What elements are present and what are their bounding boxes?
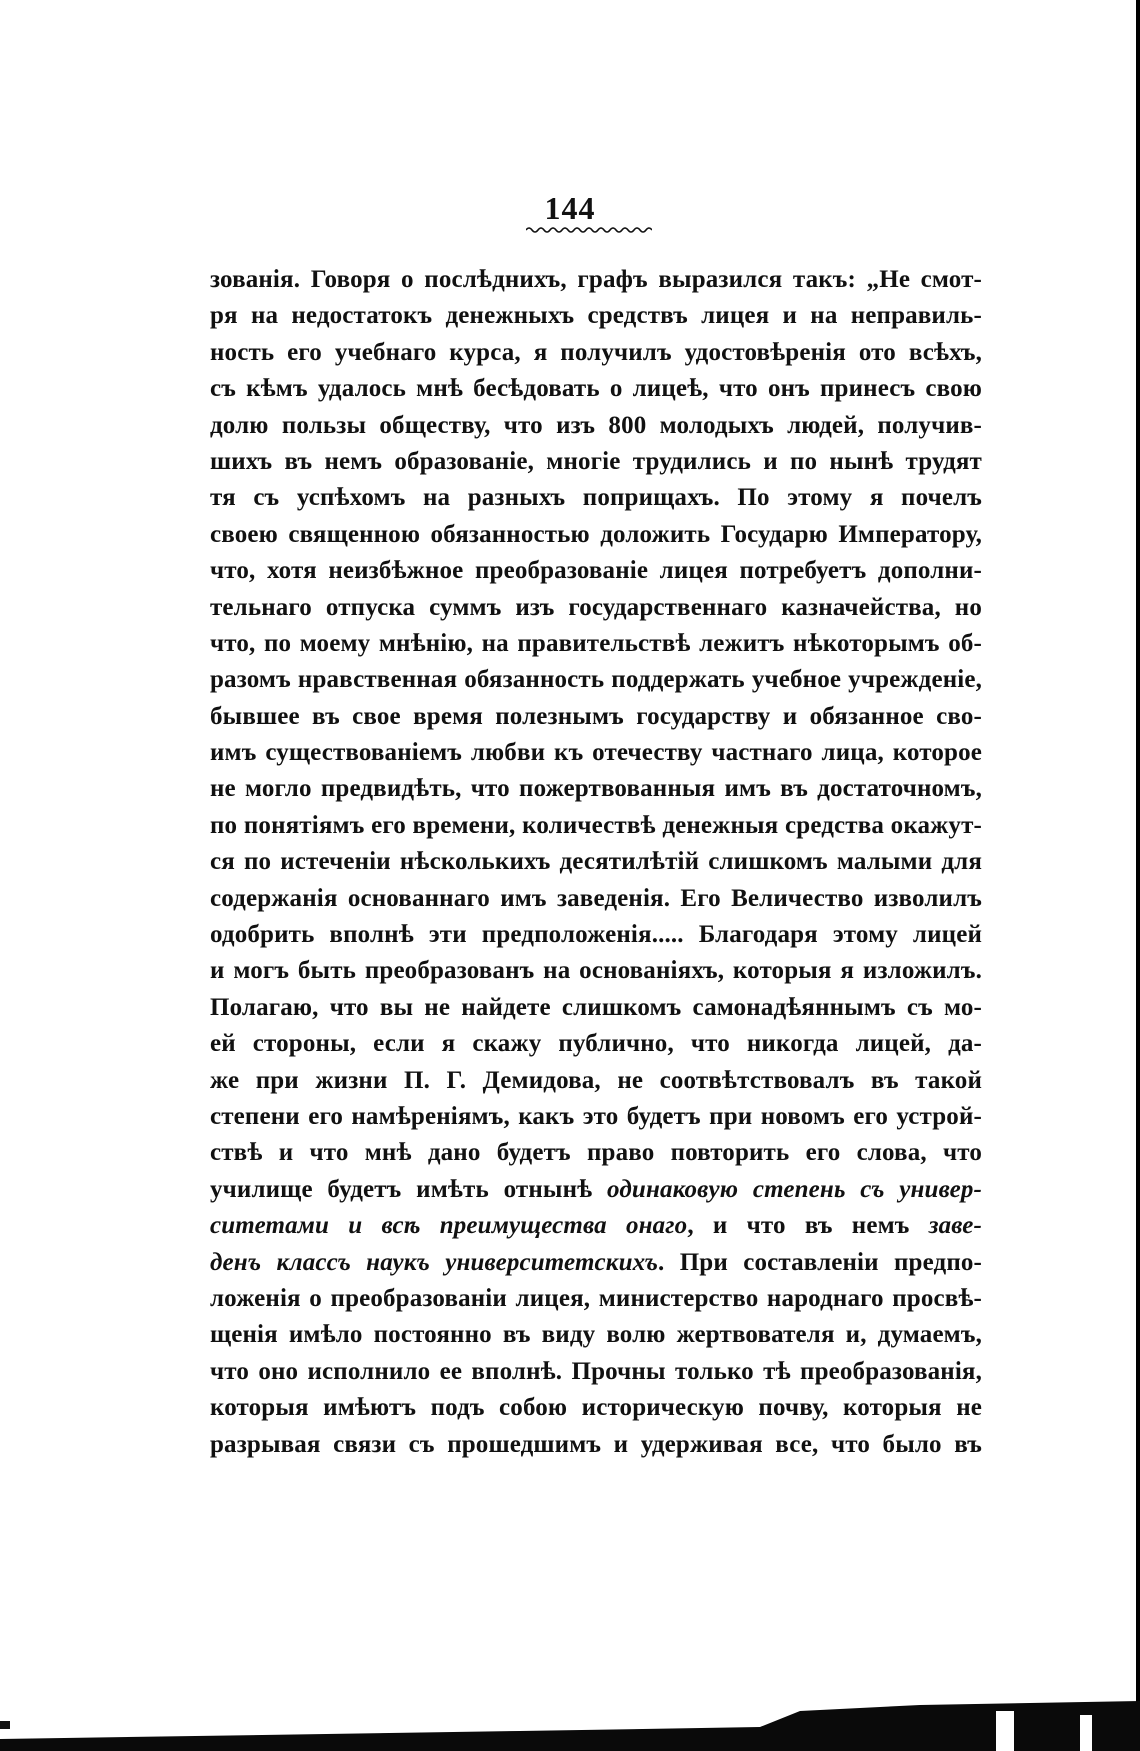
text-line <box>210 335 982 371</box>
text-segment: ей стороны, если я скажу публично, что никогда лицей, да- <box>210 1030 982 1058</box>
text-segment: разрывая связи съ прошедшимъ и удерживая все, что было въ <box>210 1430 982 1458</box>
text-segment: зованія. Говоря о послѣднихъ, графъ выразился такъ: „Не смот- <box>210 266 982 293</box>
text-line <box>210 1208 982 1244</box>
text-line <box>210 735 982 771</box>
text-line <box>210 1135 982 1171</box>
text-segment: . При составленіи предпо- <box>658 1248 982 1276</box>
text-segment: степени его намѣреніямъ, какъ это будетъ при новомъ его устрой- <box>210 1102 982 1130</box>
text-line <box>210 1245 982 1281</box>
text-line <box>210 771 982 807</box>
italic-text: одинаковую степень съ универ- <box>607 1175 982 1203</box>
text-segment: по понятіямъ его времени, количествѣ денежныя средства окажут- <box>210 811 982 839</box>
text-segment: же при жизни П. Г. Демидова, не соотвѣтствовалъ въ такой <box>210 1066 982 1094</box>
text-segment: шихъ въ немъ образованіе, многіе трудились и по нынѣ трудят <box>210 447 982 475</box>
text-line <box>210 1390 982 1426</box>
text-segment: разомъ нравственная обязанность поддержать учебное учрежденіе, <box>210 666 982 694</box>
text-segment: содержанія основаннаго имъ заведенія. Его Величество изволилъ <box>210 884 982 912</box>
text-line <box>210 808 982 844</box>
text-line <box>210 408 982 444</box>
text-segment: которыя имѣютъ подъ собою историческую почву, которыя не <box>210 1394 982 1422</box>
scan-artifact <box>0 1691 1140 1751</box>
text-segment: училище будетъ имѣть отнынѣ <box>210 1175 608 1203</box>
text-segment: щенія имѣло постоянно въ виду волю жертвователя и, думаемъ, <box>210 1321 982 1349</box>
text-segment: что, хотя неизбѣжное преобразованіе лицея потребуетъ дополни- <box>210 557 982 585</box>
text-line <box>210 699 982 735</box>
text-line <box>210 553 982 589</box>
text-segment: бывшее въ свое время полезнымъ государству и обязанное сво- <box>210 702 982 730</box>
text-segment: Полагаю, что вы не найдете слишкомъ самонадѣяннымъ съ мо- <box>210 993 982 1021</box>
text-line <box>210 480 982 516</box>
text-line <box>210 1099 982 1135</box>
text-line <box>210 881 982 917</box>
italic-text: денъ классъ наукъ университетскихъ <box>210 1248 659 1276</box>
text-line <box>210 444 982 480</box>
text-line <box>210 917 982 953</box>
text-line <box>210 262 982 298</box>
text-line <box>210 1317 982 1353</box>
text-line <box>210 1172 982 1208</box>
text-line <box>210 1354 982 1390</box>
body-text <box>210 262 982 1463</box>
text-line <box>210 1026 982 1062</box>
text-line <box>210 1427 982 1463</box>
text-segment: не могло предвидѣть, что пожертвованныя имъ въ достаточномъ, <box>210 775 982 803</box>
italic-text: ситетами и всѣ преимущества онаго <box>210 1212 688 1240</box>
text-segment: одобрить вполнѣ эти предположенія..... Благодаря этому лицей <box>210 921 982 949</box>
text-line <box>210 517 982 553</box>
text-segment: , и что въ немъ <box>687 1212 929 1240</box>
text-line <box>210 626 982 662</box>
text-line <box>210 844 982 880</box>
page-number: 144 <box>544 190 596 226</box>
text-segment: имъ существованіемъ любви къ отечеству частнаго лица, которое <box>210 739 982 767</box>
scan-edge <box>1136 0 1140 1751</box>
text-line <box>210 662 982 698</box>
text-segment: ствѣ и что мнѣ дано будетъ право повторить его слова, что <box>210 1139 982 1167</box>
text-segment: что оно исполнило ее вполнѣ. Прочны только тѣ преобразованія, <box>210 1357 982 1385</box>
text-segment: ря на недостатокъ денежныхъ средствъ лицея и на неправиль- <box>210 302 982 330</box>
decorative-rule <box>526 224 652 234</box>
text-line <box>210 1281 982 1317</box>
text-segment: ность его учебнаго курса, я получилъ удостовѣренія ото всѣхъ, <box>210 338 982 366</box>
text-line <box>210 990 982 1026</box>
text-line <box>210 953 982 989</box>
text-segment: тельнаго отпуска суммъ изъ государственнаго казначейства, но <box>210 593 982 621</box>
text-line <box>210 590 982 626</box>
text-segment: ложенія о преобразованіи лицея, министерство народнаго просвѣ- <box>210 1284 982 1312</box>
text-segment: долю пользы обществу, что изъ 800 молодыхъ людей, получив- <box>210 411 982 439</box>
text-segment: ся по истеченіи нѣсколькихъ десятилѣтій слишкомъ малыми для <box>210 848 982 876</box>
text-line <box>210 298 982 334</box>
text-line <box>210 371 982 407</box>
text-segment: съ кѣмъ удалось мнѣ бесѣдовать о лицеѣ, что онъ принесъ свою <box>210 375 982 403</box>
text-segment: своею священною обязанностью доложить Государю Императору, <box>210 520 982 548</box>
text-segment: и могъ быть преобразованъ на основаніяхъ, которыя я изложилъ. <box>210 957 982 985</box>
text-segment: что, по моему мнѣнію, на правительствѣ лежитъ нѣкоторымъ об- <box>210 629 982 657</box>
italic-text: заве- <box>928 1212 982 1240</box>
text-segment: тя съ успѣхомъ на разныхъ поприщахъ. По этому я почелъ <box>210 484 982 512</box>
text-line <box>210 1063 982 1099</box>
